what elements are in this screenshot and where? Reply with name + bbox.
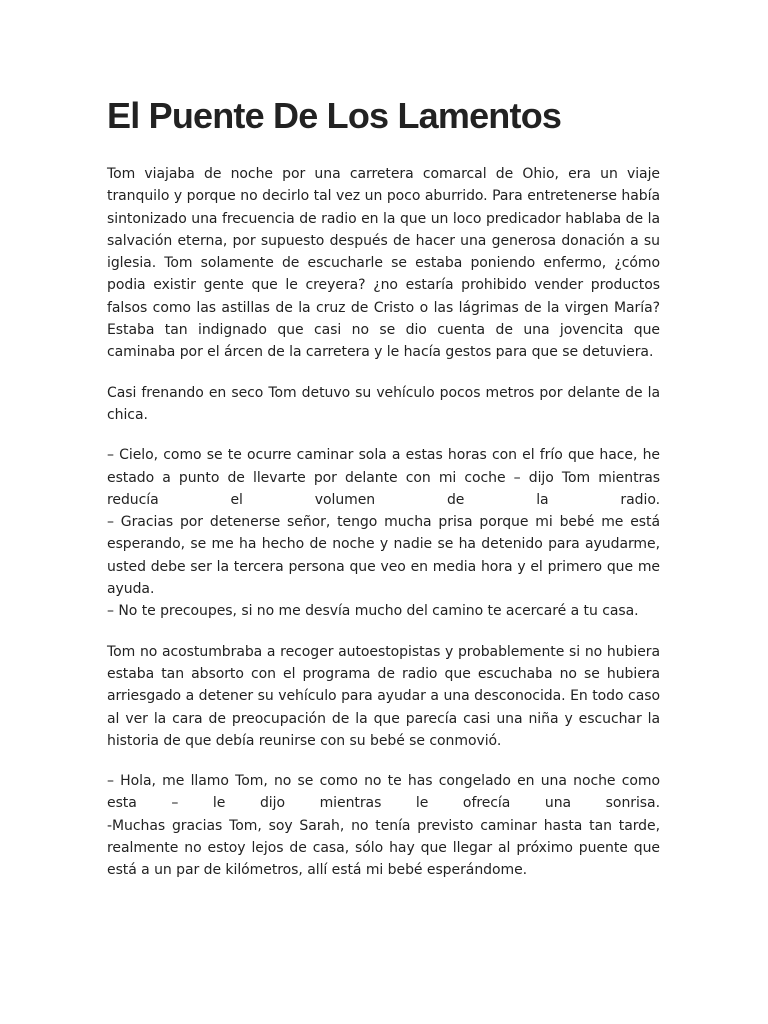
- dialogue-line-tom-2: – No te precoupes, si no me desvía mucho del camino te acercaré a tu casa.: [107, 603, 639, 620]
- document-body: [107, 163, 660, 882]
- dialogue-line-tom-3: – Hola, me llamo Tom, no se como no te has congelado en una noche como esta – le dijo mientras le ofrecía una sonrisa.: [107, 773, 660, 812]
- paragraph-stop: Casi frenando en seco Tom detuvo su vehículo pocos metros por delante de la chica.: [107, 384, 660, 423]
- dialogue-line-sarah-1: -Muchas gracias Tom, soy Sarah, no tenía previsto caminar hasta tan tarde, realmente no estoy lejos de casa, sólo hay que llegar al próximo puente que está a un par de kilómetros, allí está mi bebé esperándome.: [107, 817, 660, 879]
- dialogue-line-tom-1: – Cielo, como se te ocurre caminar sola a estas horas con el frío que hace, he estado a punto de llevarte por delante con mi coche – dijo Tom mientras reducía el volumen de la radio.: [107, 447, 660, 508]
- document-page: [107, 95, 660, 900]
- dialogue-line-girl-1: – Gracias por detenerse señor, tengo mucha prisa porque mi bebé me está esperando, se me ha hecho de noche y nadie se ha detenido para ayudarme, usted debe ser la tercera persona que veo en media hora y el primero que me ayuda.: [107, 514, 660, 598]
- document-title: El Puente De Los Lamentos: [107, 95, 562, 136]
- dialogue-block-1: [107, 444, 660, 622]
- dialogue-block-2: [107, 770, 660, 881]
- paragraph-hitchhiker: Tom no acostumbraba a recoger autoestopistas y probablemente si no hubiera estaba tan absorto con el programa de radio que escuchaba no se hubiera arriesgado a detener su vehículo para ayudar a una desconocida. En todo caso al ver la cara de preocupación de la que parecía casi una niña y escuchar la historia de que debía reunirse con su bebé se conmovió.: [107, 643, 660, 749]
- paragraph-intro: Tom viajaba de noche por una carretera comarcal de Ohio, era un viaje tranquilo y porque no decirlo tal vez un poco aburrido. Para entretenerse había sintonizado una frecuencia de radio en la que un loco predicador hablaba de la salvación eterna, por supuesto después de hacer una generosa donación a su iglesia. Tom solamente de escucharle se estaba poniendo enfermo, ¿cómo podia existir gente que le creyera? ¿no estaría prohibido vender productos falsos como las astillas de la cruz de Cristo o las lágrimas de la virgen María? Estaba tan indignado que casi no se dio cuenta de una jovencita que caminaba por el árcen de la carretera y le hacía gestos para que se detuviera.: [107, 166, 660, 361]
